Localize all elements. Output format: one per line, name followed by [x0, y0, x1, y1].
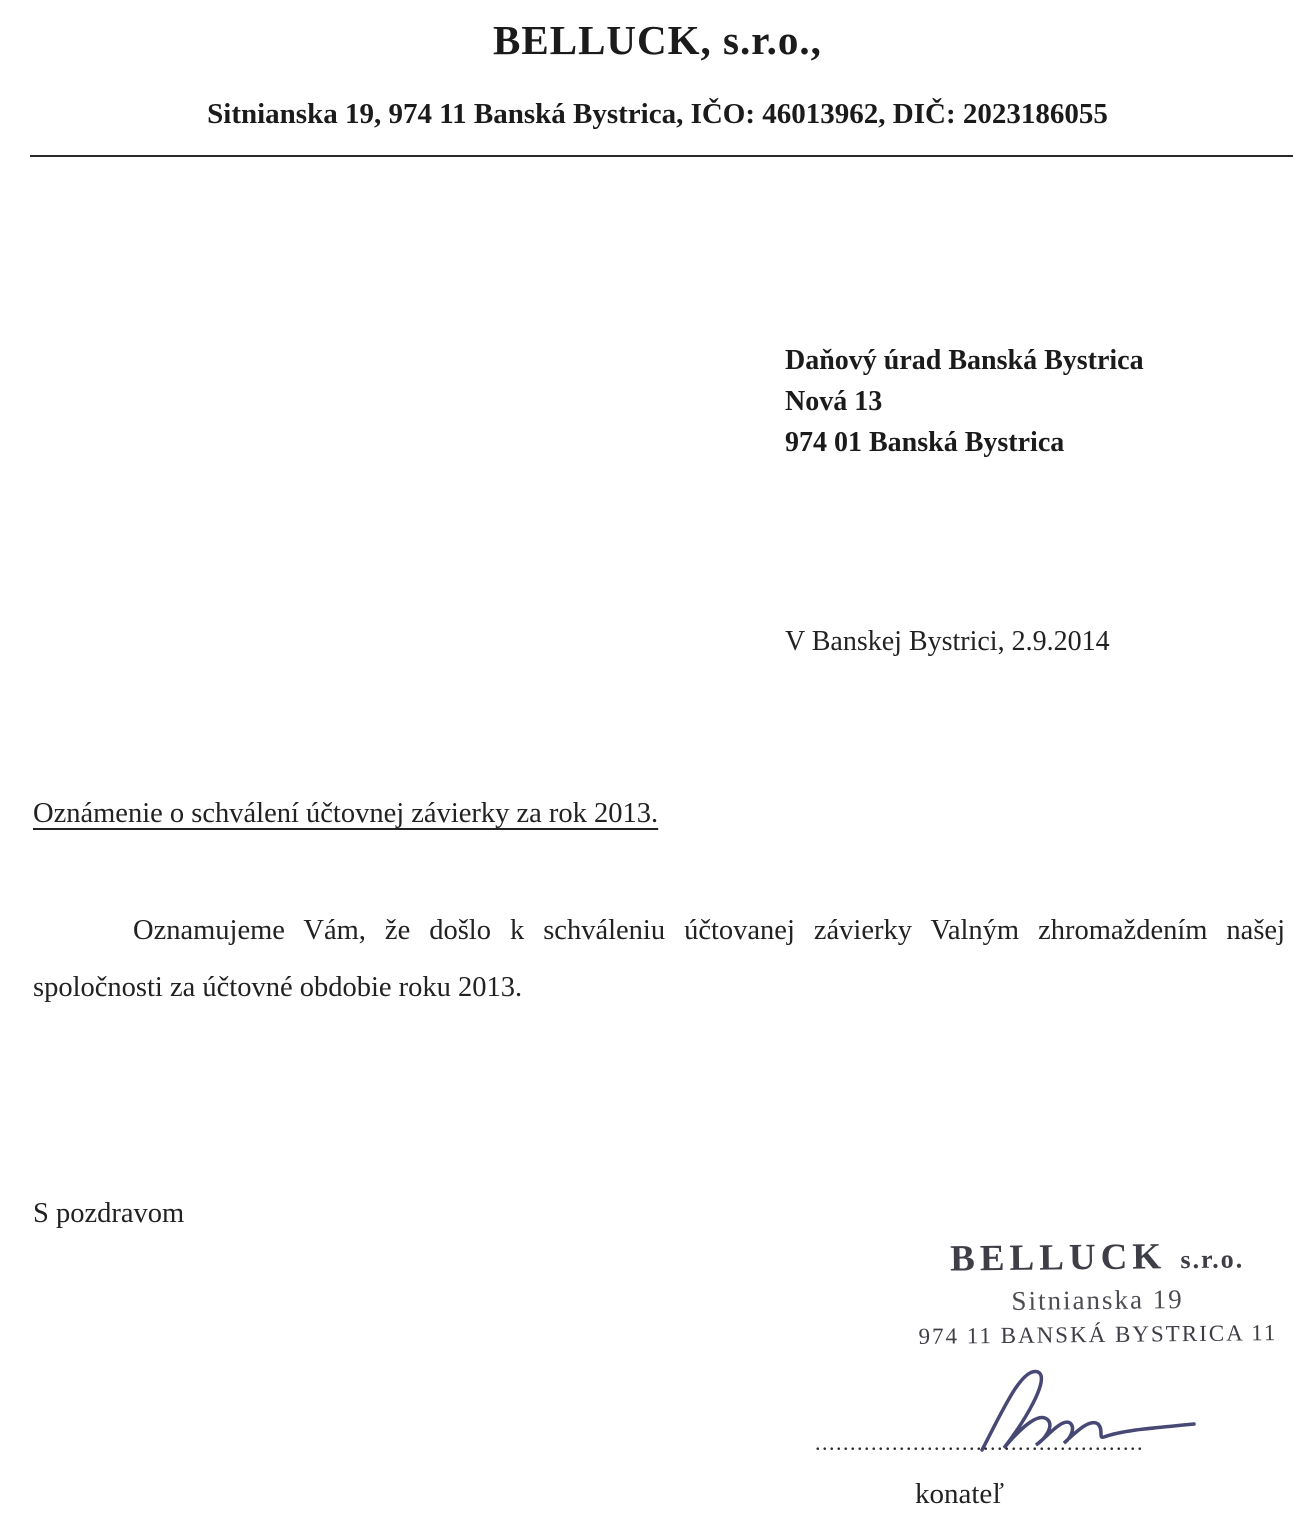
subject-line: Oznámenie o schválení účtovnej závierky za rok 2013. — [33, 798, 659, 829]
body-paragraph: Oznamujeme Vám, že došlo k schváleniu účtovanej závierky Valným zhromaždením našej spoločnosti za účtovné obdobie roku 2013. — [33, 915, 1285, 1003]
closing-salutation: S pozdravom — [33, 1198, 185, 1229]
recipient-street: Nová 13 — [785, 386, 883, 417]
company-stamp — [904, 1234, 1290, 1350]
signature-dotted-line: ............................................... — [815, 1430, 1144, 1455]
date-line: V Banskej Bystrici, 2.9.2014 — [785, 626, 1110, 657]
stamp-legal-form: s.r.o. — [1180, 1244, 1245, 1275]
company-name: BELLUCK, s.r.o., — [493, 17, 822, 63]
stamp-company-text: BELLUCK — [949, 1236, 1167, 1280]
stamp-street: Sitnianska 19 — [1011, 1284, 1184, 1316]
stamp-city: 974 11 BANSKÁ BYSTRICA 11 — [918, 1320, 1278, 1349]
recipient-block — [785, 340, 1144, 463]
signatory-title: konateľ — [915, 1478, 1005, 1510]
header-divider — [30, 155, 1293, 157]
recipient-name: Daňový úrad Banská Bystrica — [785, 345, 1144, 376]
recipient-city: 974 01 Banská Bystrica — [785, 427, 1065, 458]
company-address-line: Sitnianska 19, 974 11 Banská Bystrica, IČO: 46013962, DIČ: 2023186055 — [207, 98, 1108, 130]
stamp-company-name — [904, 1234, 1289, 1281]
